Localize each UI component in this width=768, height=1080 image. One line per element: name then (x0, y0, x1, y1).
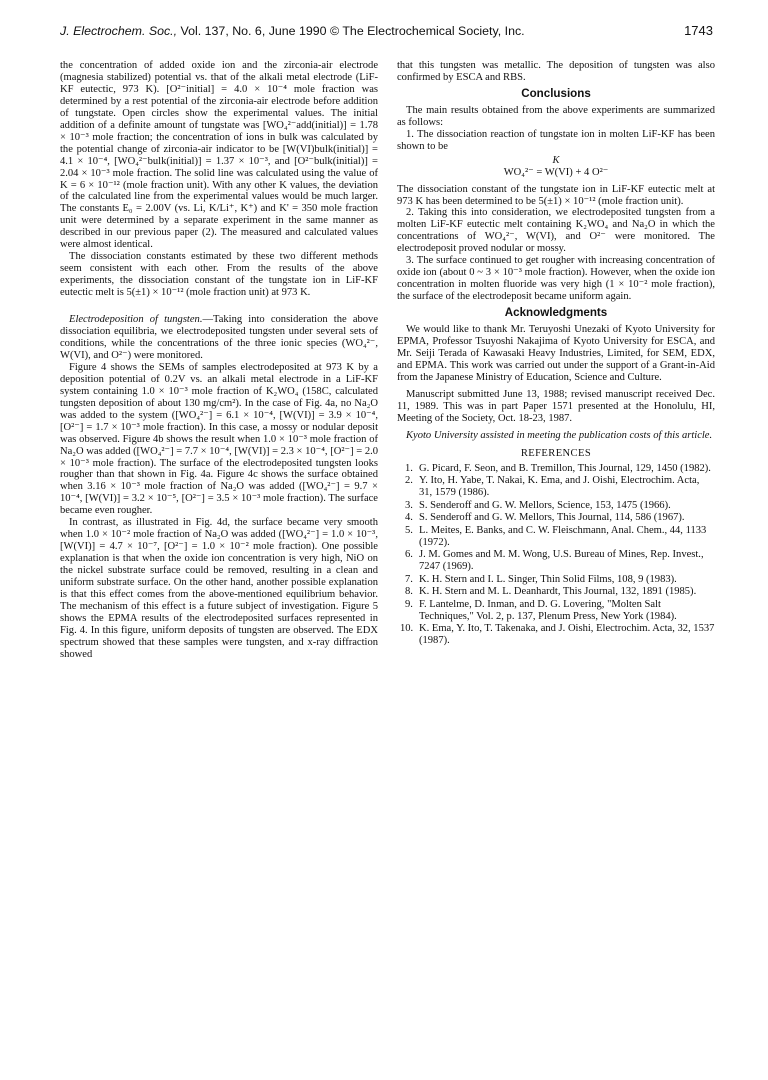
reference-number: 9. (405, 598, 413, 610)
reference-item (397, 500, 715, 512)
paragraph: The dissociation constants estimated by these two different methods seem consistent with each other. From the results of the above experiments, the dissociation constant of the tungstate ion in LiF-KF eutectic melt is 5(±1) × 10⁻¹² (mole fraction unit) at 973 K. (60, 251, 378, 299)
section-heading-acknowledgments: Acknowledgments (504, 306, 608, 320)
reference-text: L. Meites, E. Banks, and C. W. Fleischmann, Anal. Chem., 44, 1133 (1972). (419, 524, 707, 548)
reference-item (397, 574, 715, 586)
reference-text: Y. Ito, H. Yabe, T. Nakai, K. Ema, and J. Oishi, Electrochim. Acta, 31, 1579 (1986). (419, 475, 700, 499)
reference-item (397, 463, 715, 475)
reference-text: J. M. Gomes and M. M. Wong, U.S. Bureau of Mines, Rep. Invest., 7247 (1969). (419, 549, 704, 573)
run-in-heading: Electrodeposition of tungsten. (69, 314, 203, 326)
reference-text: G. Picard, F. Seon, and B. Tremillon, This Journal, 129, 1450 (1982). (419, 462, 711, 474)
reference-text: K. H. Stern and M. L. Deanhardt, This Journal, 132, 1891 (1985). (419, 586, 697, 598)
reference-item (397, 512, 715, 524)
page-number: 1743 (684, 23, 713, 38)
paragraph: 2. Taking this into consideration, we electrodeposited tungsten from a molten LiF-KF eutectic melt containing K₂WO₄ and Na₂O in which the concentrations of WO₄²⁻, W(VI), and O²⁻ were monitored. The electrodeposit proved nodular or mossy. (397, 207, 715, 255)
paragraph: We would like to thank Mr. Teruyoshi Unezaki of Kyoto University for EPMA, Professor Tsuyoshi Nakajima of Kyoto University for ESCA, and Mr. Seiji Terada of Kawasaki Heavy Industries, Limited, for SEM, EDX, and EPMA. This work was carried out under the support of a Grant-in-Aid from the Japanese Ministry of Education, Science and Culture. (397, 324, 715, 383)
reference-text: F. Lantelme, D. Inman, and D. G. Lovering, "Molten Salt Techniques," Vol. 2, p. 137, Plenum Press, New York (1984). (419, 598, 677, 622)
reference-item (397, 549, 715, 573)
manuscript-note: Manuscript submitted June 13, 1988; revised manuscript received Dec. 11, 1989. This was in part Paper 1571 presented at the Honolulu, HI, Meeting of the Society, Oct. 18-23, 1987. (397, 388, 715, 424)
reference-item (397, 599, 715, 623)
paragraph: The main results obtained from the above experiments are summarized as follows: (397, 104, 715, 128)
issue-info: Vol. 137, No. 6, June 1990 © The Electrochemical Society, Inc. (180, 24, 525, 38)
reference-number: 4. (405, 512, 413, 524)
reference-text: K. H. Stern and I. L. Singer, Thin Solid Films, 108, 9 (1983). (419, 573, 677, 585)
paragraph: 1. The dissociation reaction of tungstate ion in molten LiF-KF has been shown to be (397, 128, 715, 152)
reference-number: 2. (405, 475, 413, 487)
reference-list (397, 463, 715, 648)
equation (397, 155, 715, 179)
paragraph: 3. The surface continued to get rougher with increasing concentration of oxide ion (about 0 ~ 3 × 10⁻³ mole fraction). However, when the oxide ion concentration in molten fluoride was very high (1 × 10⁻² mole fraction), the surface of the electrodeposit became uniform again. (397, 255, 715, 303)
reference-item (397, 623, 715, 647)
reference-number: 3. (405, 499, 413, 511)
reference-number: 1. (405, 462, 413, 474)
reference-number: 10. (400, 623, 414, 635)
reference-item (397, 525, 715, 549)
equation-body: WO₄²⁻ = W(VI) + 4 O²⁻ (503, 166, 609, 178)
journal-citation (60, 24, 525, 38)
paragraph: The dissociation constant of the tungstate ion in LiF-KF eutectic melt at 973 K has been determined to be 5(±1) × 10⁻¹² (mole fraction unit). (397, 183, 715, 207)
reference-item (397, 586, 715, 598)
reference-number: 6. (405, 549, 413, 561)
reference-item (397, 475, 715, 499)
running-header (60, 20, 713, 44)
reference-number: 8. (405, 586, 413, 598)
reference-number: 7. (405, 573, 413, 585)
reference-text: K. Ema, Y. Ito, T. Takenaka, and J. Oishi, Electrochim. Acta, 32, 1537 (1987). (419, 623, 715, 647)
journal-name: J. Electrochem. Soc., (60, 24, 178, 38)
publication-costs-note: Kyoto University assisted in meeting the publication costs of this article. (406, 429, 713, 441)
paragraph: Figure 4 shows the SEMs of samples electrodeposited at 973 K by a deposition potential of 0.2V vs. an alkali metal electrode in a LiF-KF system containing 1.0 × 10⁻³ mole fraction of K₂WO₄ (158C, calculated tungsten deposition of about 130 mg/cm²). In the case of Fig. 4a, no Na₂O was added to the system ([WO₄²⁻] = 6.1 × 10⁻⁴, [W(VI)] = 3.9 × 10⁻⁴, [O²⁻] = 1.7 × 10⁻³ mole fraction). In this case, a mossy or nodular deposit was observed. Figure 4b shows the result when 1.0 × 10⁻³ mole fraction of Na₂O was added ([WO₄²⁻] = 7.7 × 10⁻⁴, [W(VI)] = 2.3 × 10⁻⁴, [O²⁻] = 2.0 × 10⁻³ mole fraction). The surface of the electrodeposited tungsten looks rougher than that shown in Fig. 4a. Figure 4c shows the surface obtained when 3.16 × 10⁻³ mole fraction of Na₂O was added ([WO₄²⁻] = 9.7 × 10⁻⁴, [W(VI)] = 3.2 × 10⁻⁵, [O²⁻] = 3.5 × 10⁻³ mole fraction). The surface became even rougher. (60, 361, 378, 517)
references-heading: REFERENCES (520, 447, 592, 459)
paragraph: that this tungsten was metallic. The deposition of tungsten was also confirmed by ESCA and RBS. (397, 60, 715, 83)
paragraph: In contrast, as illustrated in Fig. 4d, the surface became very smooth when 1.0 × 10⁻² mole fraction of Na₂O was added ([WO₄²⁻] = 1.0 × 10⁻³, [W(VI)] = 4.7 × 10⁻⁷, [O²⁻] = 1.0 × 10⁻² mole fraction). One possible explanation is that when the oxide ion concentration is very high, NiO on the nickel substrate surface could be removed, resulting in a clean and uniform substrate surface. On the other hand, another possible explanation is that this effect comes from the above-mentioned equilibrium behavior. The mechanism of this effect is a future subject of investigation. Figure 5 shows the EPMA results of the electrodeposited surfaces represented in Fig. 4. In this figure, uniform deposits of tungsten are observed. The EDX spectrum showed that these samples were tungsten, and x-ray diffraction showed (60, 517, 378, 660)
reference-text: S. Senderoff and G. W. Mellors, Science, 153, 1475 (1966). (419, 499, 671, 511)
paragraph-text: —Taking into consideration the above dissociation equilibria, we electrodeposited tungsten under several sets of conditions, while the concentrations of the three ionic species (WO₄²⁻, W(VI), and O²⁻) were monitored. (60, 314, 379, 361)
section-heading-conclusions: Conclusions (521, 86, 591, 100)
equation-constant: K (552, 154, 560, 166)
paragraph (60, 314, 378, 362)
paragraph: the concentration of added oxide ion and the zirconia-air electrode (magnesia stabilized) potential vs. that of the alkali metal electrode (LiF-KF eutectic, 973 K). [O²⁻initial] = 4.0 × 10⁻⁴ mole fraction was determined by a rest potential of the zirconia-air electrode before addition of tungstate. Open circles show the experimental values. The initial addition of a definite amount of tungstate was [WO₄²⁻add(initial)] = 1.78 × 10⁻³ mole fraction; the concentration of ions in bulk was calculated by the potential change of zirconia-air indicator to be [W(VI)bulk(initial)] = 4.1 × 10⁻⁴, [WO₄²⁻bulk(initial)] = 1.37 × 10⁻³, and [O²⁻bulk(initial)] = 2.04 × 10⁻³ mole fraction. The solid line was calculated using the value of K = 6 × 10⁻¹² (mole fraction unit). With any other K values, the deviation of the calculated line from the experimental values would be much larger. The constants E₀ = 2.00V (vs. Li, K/Li⁺, K⁺) and K' = 350 mole fraction unit were determined by a separate experiment in the same manner as described in our previous paper (2). The measured and calculated values were almost identical. (60, 60, 378, 251)
right-column (397, 60, 715, 648)
reference-number: 5. (405, 524, 413, 536)
left-column (60, 60, 378, 661)
reference-text: S. Senderoff and G. W. Mellors, This Journal, 114, 586 (1967). (419, 512, 685, 524)
